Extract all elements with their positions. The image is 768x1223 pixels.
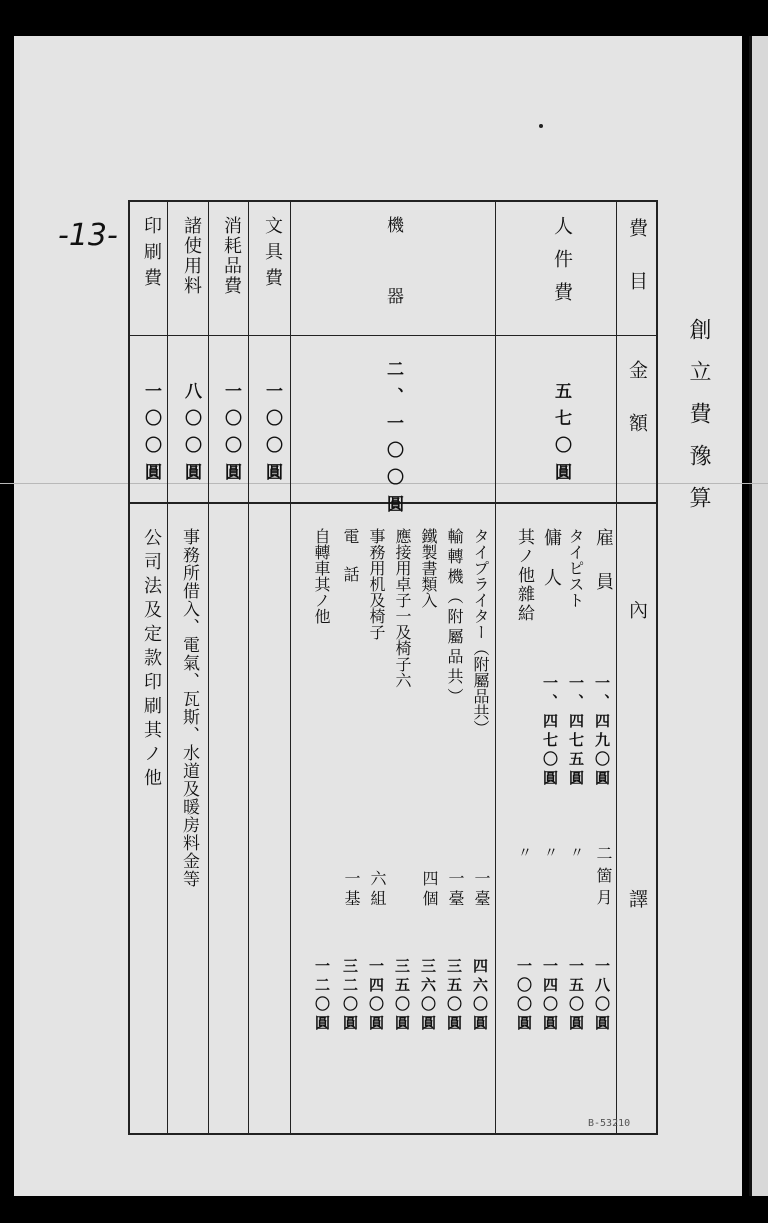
detail-label: 電話 bbox=[341, 528, 360, 604]
detail-label: 其ノ他雜給 bbox=[514, 528, 534, 623]
detail-cost: 一八〇圓 bbox=[593, 958, 611, 1034]
col-rule-5 bbox=[495, 200, 496, 1135]
detail-cost: 一四〇圓 bbox=[367, 958, 385, 1034]
detail-cost: 三二〇圓 bbox=[341, 958, 359, 1034]
detail-label: タイプライター（附屬品共） bbox=[471, 528, 490, 736]
col-rule-6 bbox=[616, 200, 617, 1135]
item-amount: 二、一〇〇圓 bbox=[383, 360, 403, 522]
detail-qty: 二箇月 bbox=[594, 845, 613, 911]
ink-speck bbox=[539, 124, 543, 128]
header-item: 費目 bbox=[626, 218, 648, 324]
header-amount: 金額 bbox=[626, 360, 648, 466]
detail-label: 鐵製書類入 bbox=[419, 528, 438, 608]
detail-cost: 一〇〇圓 bbox=[515, 958, 533, 1034]
detail-qty: 〃 bbox=[542, 845, 558, 859]
header-detail: 內譯 bbox=[626, 600, 648, 1178]
item-amount: 五七〇圓 bbox=[551, 382, 571, 490]
detail-cost: 一四〇圓 bbox=[541, 958, 559, 1034]
item-amount: 一〇〇圓 bbox=[141, 382, 161, 490]
detail-rate: 一、四七五圓 bbox=[567, 675, 585, 789]
detail-cost: 一二〇圓 bbox=[313, 958, 331, 1034]
detail-label: タイピスト bbox=[566, 528, 585, 608]
col-rule-3 bbox=[248, 200, 249, 1135]
item-name: 機器 bbox=[383, 216, 403, 358]
detail-label: 輸轉機（附屬品共） bbox=[445, 528, 464, 708]
detail-cost: 三六〇圓 bbox=[419, 958, 437, 1034]
footer-number: B-53210 bbox=[588, 1118, 631, 1129]
detail-rate: 一、四九〇圓 bbox=[593, 675, 611, 789]
item-name: 文具費 bbox=[262, 216, 283, 294]
detail-cost: 四六〇圓 bbox=[471, 958, 489, 1034]
detail-qty: 〃 bbox=[568, 845, 584, 859]
table-right-rule bbox=[656, 200, 658, 1135]
detail-cost: 一五〇圓 bbox=[567, 958, 585, 1034]
item-name: 諸使用料 bbox=[181, 216, 202, 296]
detail-qty: 一臺 bbox=[472, 870, 491, 910]
item-amount: 八〇〇圓 bbox=[181, 382, 201, 490]
detail-qty: 六組 bbox=[368, 870, 387, 910]
scan-edge-strip bbox=[749, 36, 768, 1196]
table-left-rule bbox=[128, 200, 130, 1135]
item-amount: 一〇〇圓 bbox=[221, 382, 241, 490]
detail-qty: 一臺 bbox=[446, 870, 465, 910]
detail-cost: 三五〇圓 bbox=[393, 958, 411, 1034]
detail-qty: 一基 bbox=[342, 870, 361, 910]
item-name: 印刷費 bbox=[141, 216, 162, 294]
item-name: 消耗品費 bbox=[221, 216, 242, 296]
detail-label: 事務用机及椅子 bbox=[367, 528, 386, 640]
detail-cost: 三五〇圓 bbox=[445, 958, 463, 1034]
detail-label: 傭人 bbox=[541, 528, 562, 608]
document-title: 創立費豫算 bbox=[686, 318, 711, 528]
page-marker: -13- bbox=[58, 218, 118, 253]
detail-label: 雇員 bbox=[593, 528, 614, 616]
detail-label: 事務所借入、電氣、瓦斯、水道及暖房料金等 bbox=[179, 528, 199, 888]
detail-qty: 〃 bbox=[516, 845, 532, 859]
col-rule-2 bbox=[208, 200, 209, 1135]
detail-label: 公司法及定款印刷其ノ他 bbox=[141, 528, 162, 792]
detail-label: 自轉車其ノ他 bbox=[312, 528, 331, 624]
col-rule-1 bbox=[167, 200, 168, 1135]
detail-rate: 一、四七〇圓 bbox=[541, 675, 559, 789]
item-name: 人件費 bbox=[551, 216, 573, 315]
col-rule-4 bbox=[290, 200, 291, 1135]
item-amount: 一〇〇圓 bbox=[262, 382, 282, 490]
detail-label: 應接用卓子一及椅子六 bbox=[393, 528, 412, 688]
detail-qty: 四個 bbox=[420, 870, 439, 910]
